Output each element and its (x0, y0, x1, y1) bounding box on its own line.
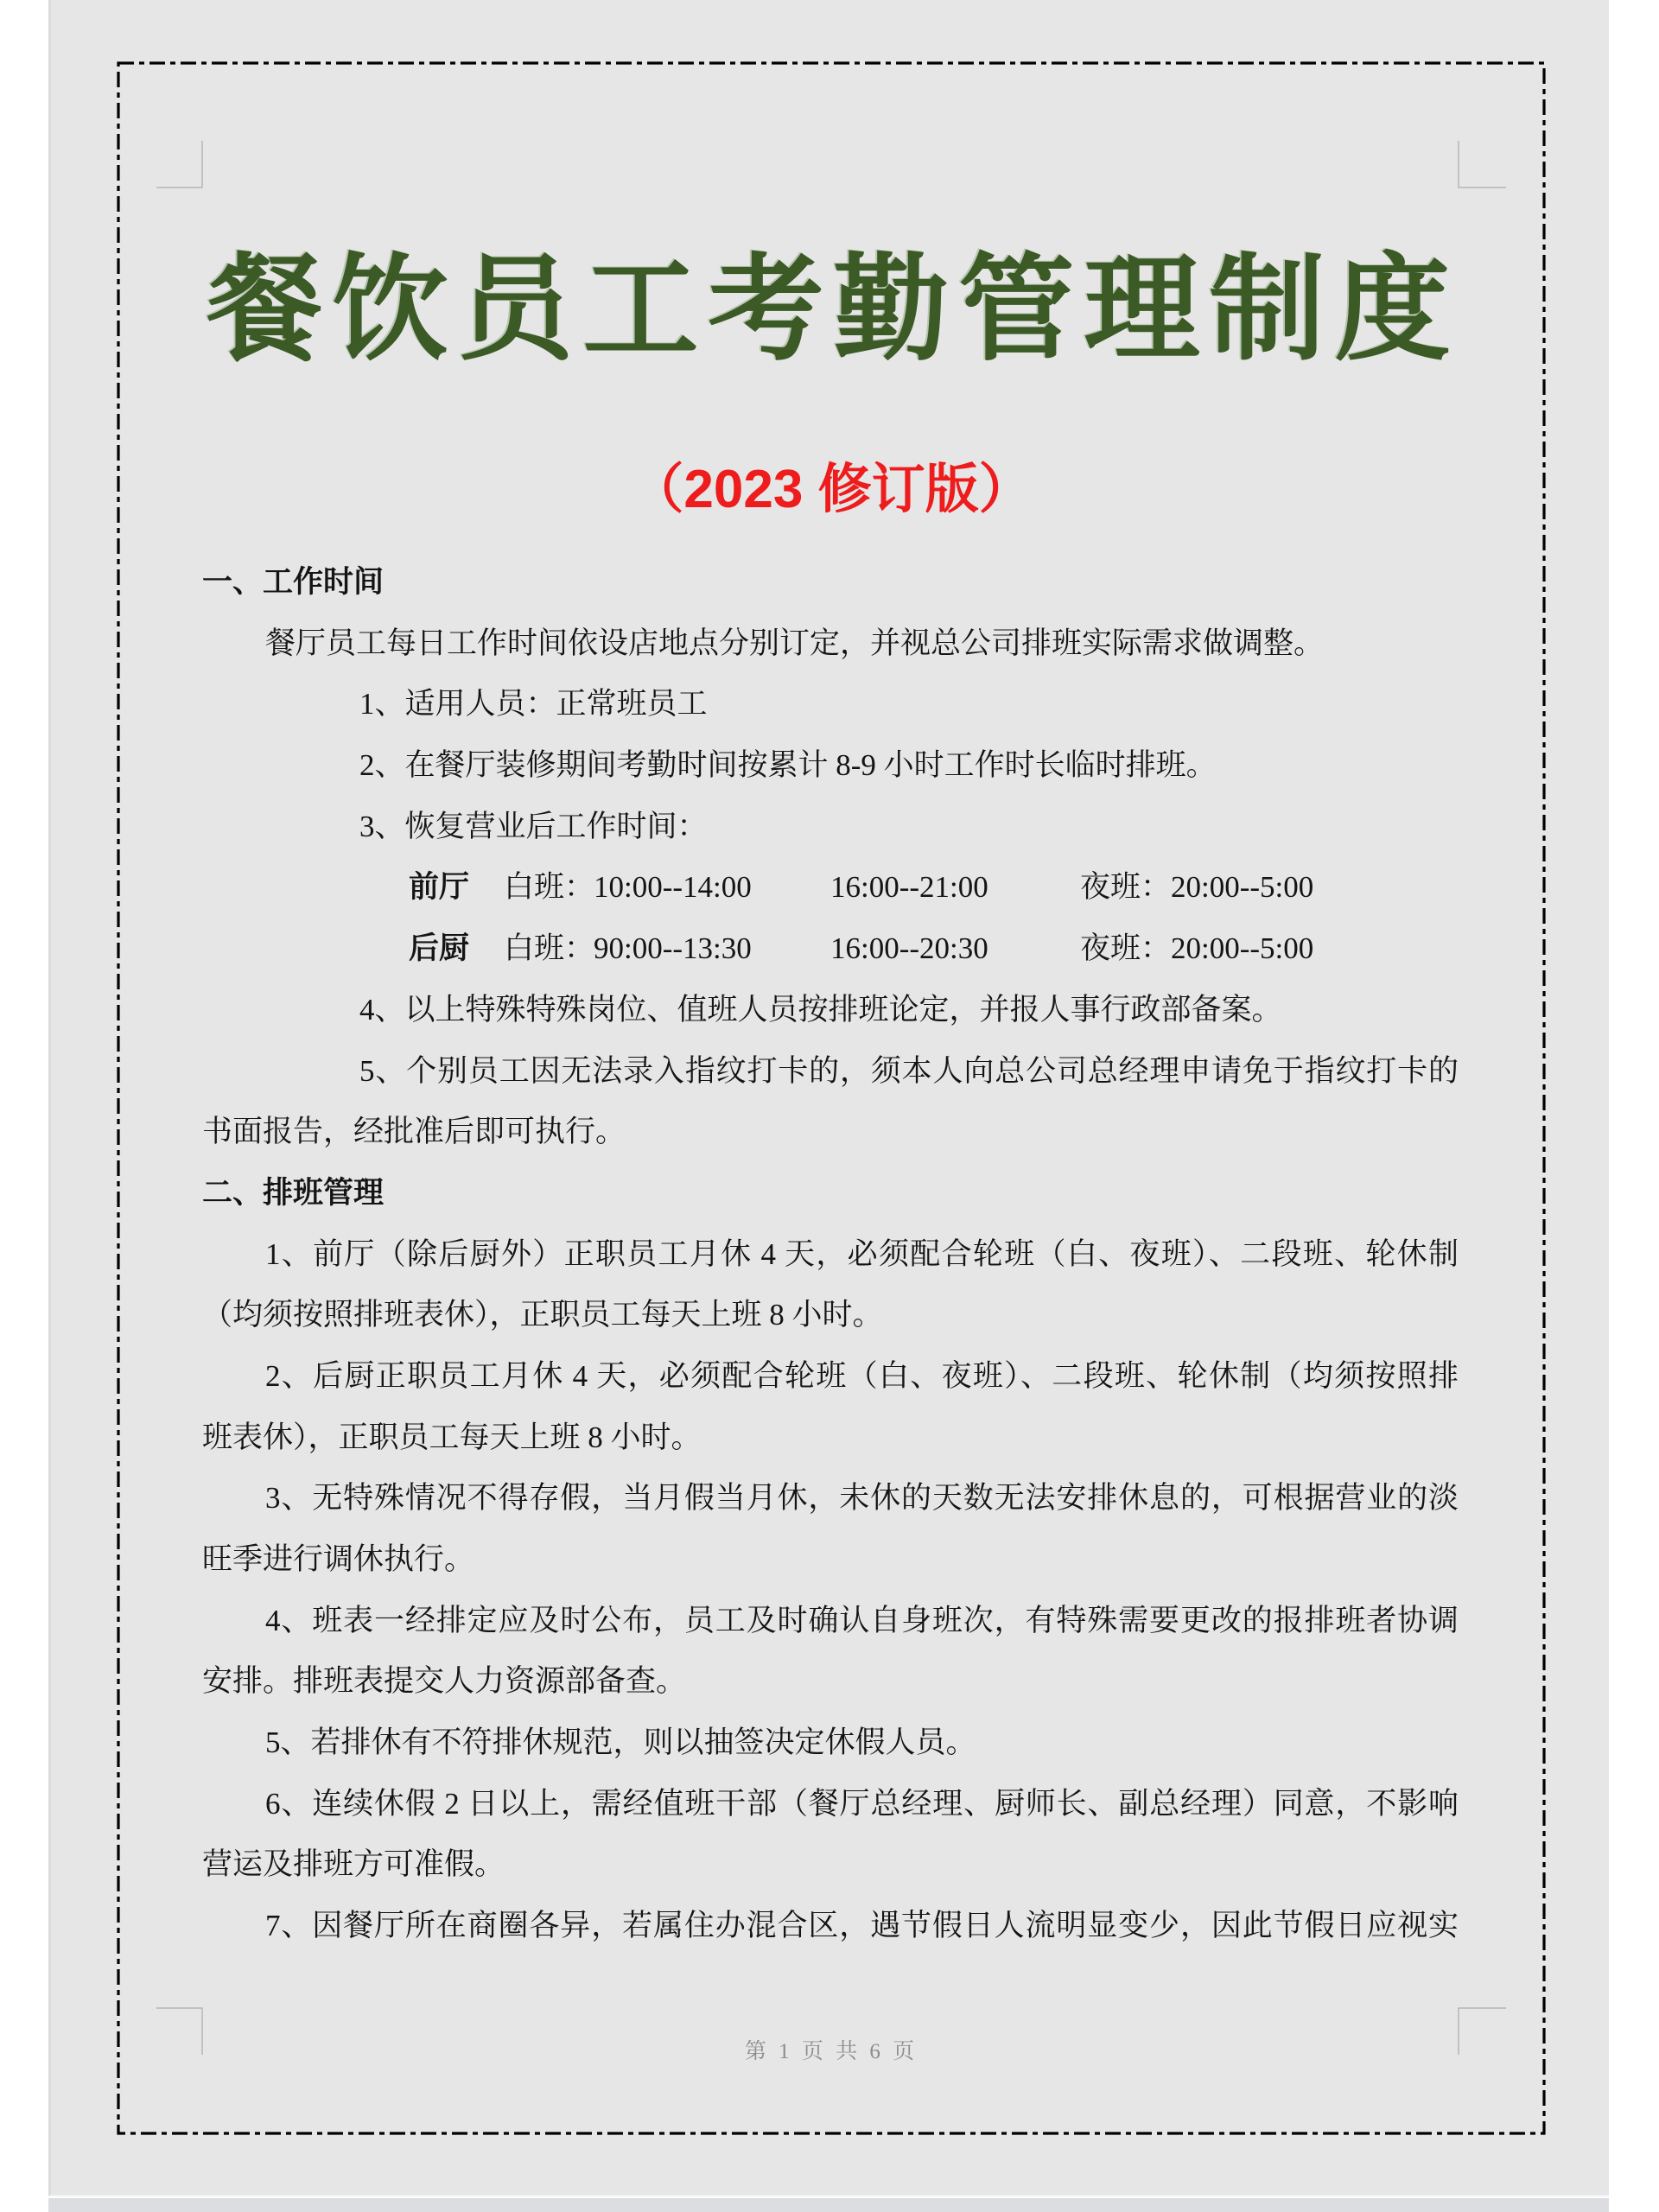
list-item: 6、连续休假 2 日以上，需经值班干部（餐厅总经理、厨师长、副总经理）同意，不影响 (265, 1786, 1459, 1821)
list-item: 1、适用人员：正常班员工 (359, 687, 708, 721)
list-item: 2、在餐厅装修期间考勤时间按累计 8-9 小时工作时长临时排班。 (359, 748, 1217, 783)
list-item-continuation: 营运及排班方可准假。 (202, 1847, 505, 1882)
next-page-edge (48, 2198, 1609, 2212)
list-item: 2、后厨正职员工月休 4 天，必须配合轮班（白、夜班）、二段班、轮休制（均须按照排 (265, 1358, 1459, 1393)
list-item: 3、无特殊情况不得存假，当月假当月休，未休的天数无法安排休息的，可根据营业的淡 (265, 1481, 1459, 1516)
list-item: 3、恢复营业后工作时间： (359, 809, 708, 843)
night-shift: 20:00--5:00 (1171, 870, 1314, 905)
day-shift-label: 白班： (504, 870, 595, 905)
night-shift-label: 夜班： (1080, 870, 1172, 905)
section-heading-work-hours: 一、工作时间 (202, 565, 385, 599)
list-item-continuation: 班表休），正职员工每天上班 8 小时。 (202, 1420, 702, 1454)
page-number-footer: 第 1 页 共 6 页 (744, 2040, 918, 2063)
list-item: 5、个别员工因无法录入指纹打卡的，须本人向总公司总经理申请免于指纹打卡的 (359, 1053, 1459, 1088)
section-intro: 餐厅员工每日工作时间依设店地点分别订定，并视总公司排班实际需求做调整。 (265, 626, 1325, 660)
list-item-continuation: 安排。排班表提交人力资源部备查。 (202, 1664, 687, 1699)
day-shift-2: 16:00--21:00 (830, 870, 988, 905)
schedule-row-kitchen (202, 918, 1459, 980)
day-shift-1: 90:00--13:30 (594, 931, 752, 966)
document-subtitle: （2023 修订版） (630, 460, 1033, 519)
list-item-continuation: （均须按照排班表休），正职员工每天上班 8 小时。 (202, 1298, 883, 1332)
list-item-continuation: 旺季进行调休执行。 (202, 1542, 475, 1576)
list-item-continuation: 书面报告，经批准后即可执行。 (202, 1115, 626, 1149)
day-shift-1: 10:00--14:00 (594, 870, 752, 905)
section-heading-scheduling: 二、排班管理 (202, 1175, 385, 1210)
document-title: 餐饮员工考勤管理制度 (207, 245, 1460, 374)
schedule-row-front-hall (202, 857, 1459, 918)
list-item: 7、因餐厅所在商圈各异，若属住办混合区，遇节假日人流明显变少，因此节假日应视实 (265, 1909, 1459, 1943)
document-body (202, 552, 1459, 1957)
day-shift-2: 16:00--20:30 (830, 931, 988, 966)
day-shift-label: 白班： (504, 931, 595, 966)
list-item: 1、前厅（除后厨外）正职员工月休 4 天，必须配合轮班（白、夜班）、二段班、轮休制 (265, 1236, 1459, 1271)
list-item: 4、以上特殊特殊岗位、值班人员按排班论定，并报人事行政部备案。 (359, 992, 1282, 1027)
schedule-dept: 前厅 (409, 870, 470, 905)
night-shift: 20:00--5:00 (1171, 931, 1314, 966)
schedule-dept: 后厨 (409, 931, 470, 966)
night-shift-label: 夜班： (1080, 931, 1172, 966)
list-item: 4、班表一经排定应及时公布，员工及时确认自身班次，有特殊需要更改的报排班者协调 (265, 1603, 1459, 1637)
list-item: 5、若排休有不符排休规范，则以抽签决定休假人员。 (265, 1726, 976, 1760)
